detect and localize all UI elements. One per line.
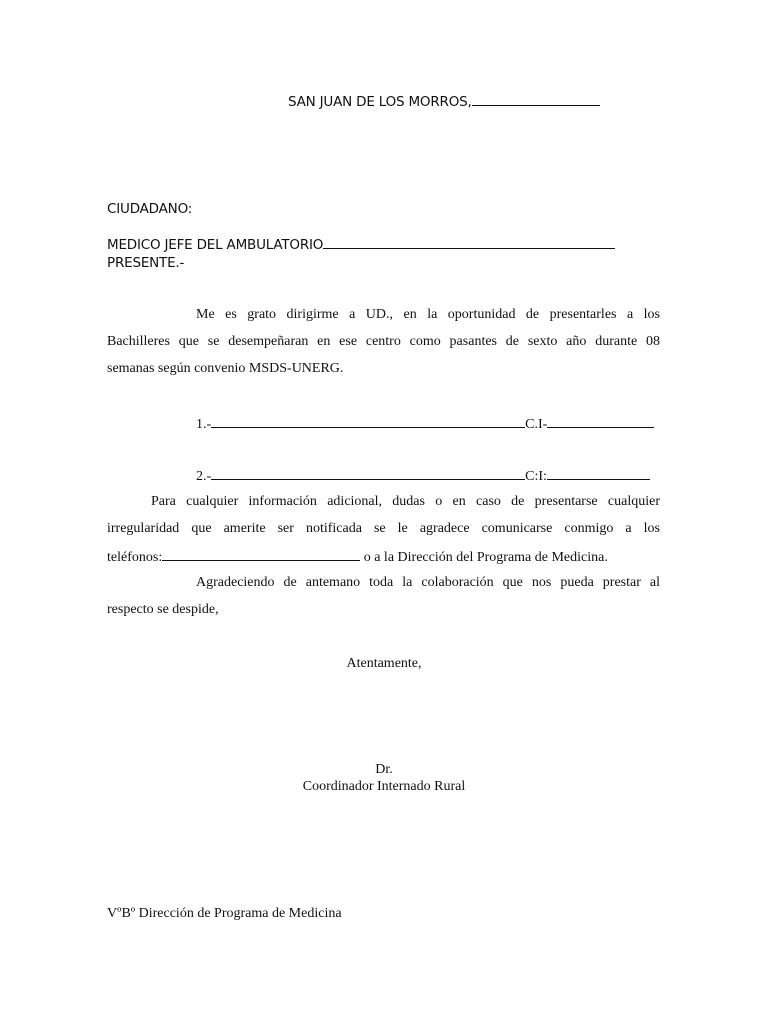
intro-paragraph-line-1 xyxy=(196,306,660,324)
student-row-2 xyxy=(196,466,650,486)
closing-text: Atentamente, xyxy=(346,656,422,671)
student-1-ci-blank xyxy=(547,414,654,428)
student-1-ci-label: C.I- xyxy=(525,417,548,432)
recipient-title: CIUDADANO: xyxy=(107,201,193,217)
contact-line-1-text: Para cualquier información adicional, dudas o en caso de presentarse cualquier xyxy=(151,494,660,509)
contact-paragraph-line-1 xyxy=(151,493,660,511)
thanks-paragraph-line-2: respecto se despide, xyxy=(107,602,219,617)
recipient-position xyxy=(107,235,615,254)
phones-blank xyxy=(162,547,360,561)
contact-line-3-tail: o a la Dirección del Programa de Medicina. xyxy=(360,550,608,565)
contact-paragraph-line-3 xyxy=(107,547,608,567)
student-2-ci-blank xyxy=(547,466,650,480)
ambulatorio-blank xyxy=(323,235,615,249)
signature-role: Coordinador Internado Rural xyxy=(302,779,466,794)
approval-footer: VºBº Dirección de Programa de Medicina xyxy=(107,906,342,921)
student-1-name-blank xyxy=(211,414,525,428)
date-blank xyxy=(472,92,600,106)
contact-line-2-text: irregularidad que amerite ser notificada se le agradece comunicarse conmigo a los xyxy=(107,521,660,536)
intro-line-2-text: Bachilleres que se desempeñaran en ese centro como pasantes de sexto año durante 08 xyxy=(107,334,660,349)
place-text: SAN JUAN DE LOS MORROS, xyxy=(288,94,472,110)
signature-title: Dr. xyxy=(375,762,393,777)
intro-line-1-text: Me es grato dirigirme a UD., en la oportunidad de presentarles a los xyxy=(196,307,660,322)
phones-label: teléfonos: xyxy=(107,550,163,565)
intro-paragraph-line-3: semanas según convenio MSDS-UNERG. xyxy=(107,361,344,376)
recipient-position-text: MEDICO JEFE DEL AMBULATORIO xyxy=(107,237,324,253)
thanks-line-1-text: Agradeciendo de antemano toda la colaboración que nos pueda prestar al xyxy=(196,575,660,590)
student-2-prefix: 2.- xyxy=(196,469,212,484)
place-date-line xyxy=(288,92,600,111)
contact-paragraph-line-2 xyxy=(107,520,660,538)
student-1-prefix: 1.- xyxy=(196,417,212,432)
recipient-presente: PRESENTE.- xyxy=(107,255,185,271)
student-row-1 xyxy=(196,414,654,434)
student-2-name-blank xyxy=(211,466,525,480)
intro-paragraph-line-2 xyxy=(107,333,660,351)
thanks-paragraph-line-1 xyxy=(196,574,660,592)
student-2-ci-label: C:I: xyxy=(525,469,547,484)
